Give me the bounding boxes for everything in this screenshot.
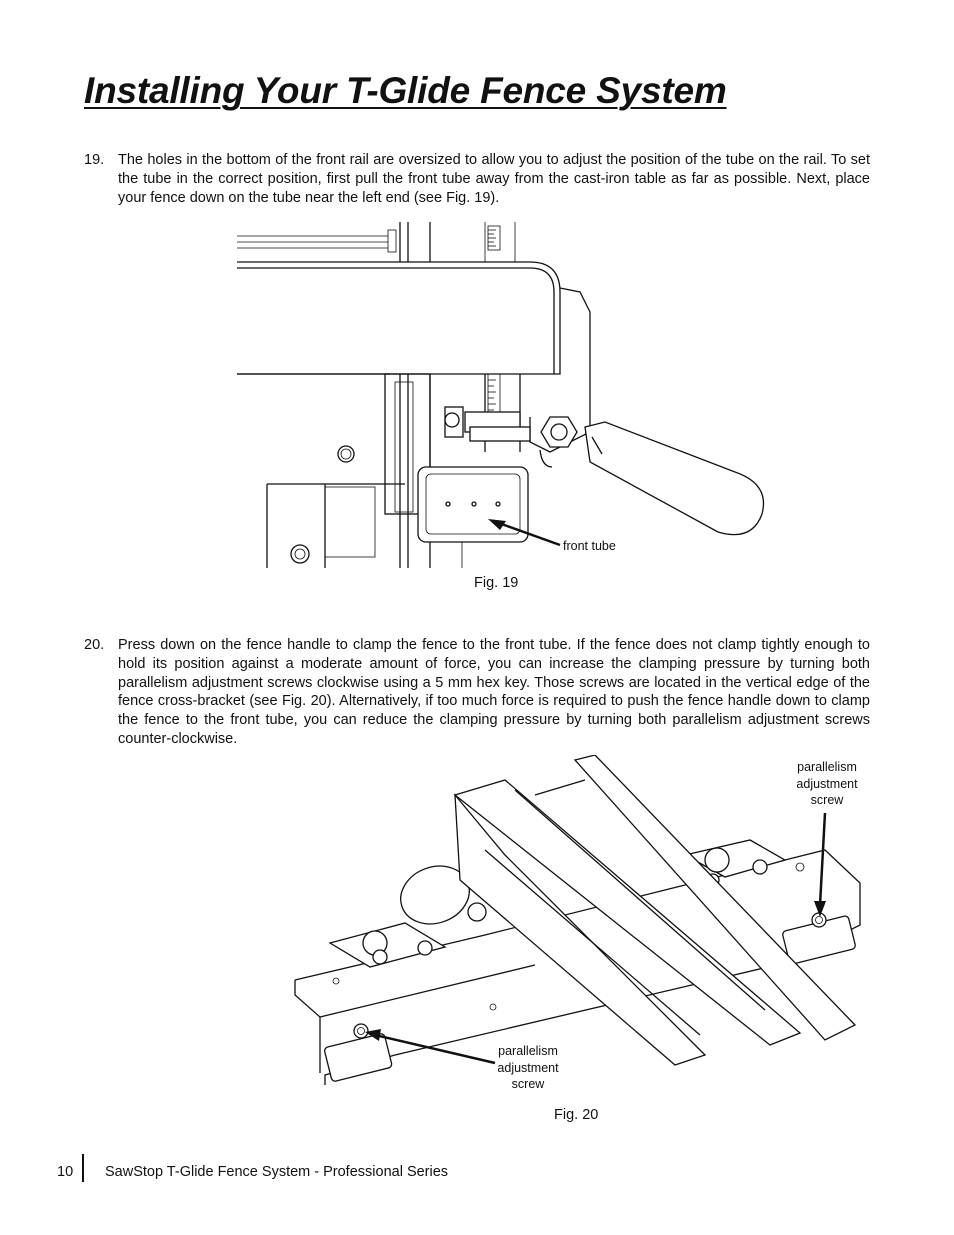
label-parallelism-screw-left: parallelism adjustment screw [497, 1044, 559, 1091]
step-text: The holes in the bottom of the front rail are oversized to allow you to adjust the position of the tube on the rail. To set the tube in the correct position, first pull the front tube away from the cast-iron table as far as possible. Next, place your fence down on the tube near the left end (see Fig. 19). [118, 152, 870, 206]
footer-title: SawStop T-Glide Fence System - Professional Series [105, 1164, 449, 1180]
figure-19-illustration [230, 222, 775, 572]
figure-20-illustration [285, 755, 865, 1085]
label-front-tube: front tube [563, 539, 616, 553]
page-number: 10 [57, 1164, 74, 1180]
scale-marks-top [488, 226, 500, 250]
figure-20-caption: Fig. 20 [554, 1107, 599, 1123]
page-title: Installing Your T-Glide Fence System [84, 70, 727, 111]
step-number: 19. [84, 152, 105, 168]
figure-19-caption: Fig. 19 [474, 575, 519, 591]
step-20 [84, 636, 870, 749]
step-number: 20. [84, 637, 105, 653]
step-19 [84, 151, 870, 207]
footer-divider [82, 1154, 84, 1182]
step-text: Press down on the fence handle to clamp the fence to the front tube. If the fence does not clamp tightly enough to hold its position against a moderate amount of force, you can increase the clamping pressure by turning both parallelism adjustment screws clockwise using a 5 mm hex key. Those screws are located in the vertical edge of the fence cross-bracket (see Fig. 20). Alternatively, if too much force is required to push the fence handle down to clamp the fence to the front tube, you can reduce the clamping pressure by turning both parallelism adjustment screws counter-clockwise. [118, 637, 870, 747]
label-parallelism-screw-right: parallelism adjustment screw [796, 760, 858, 807]
